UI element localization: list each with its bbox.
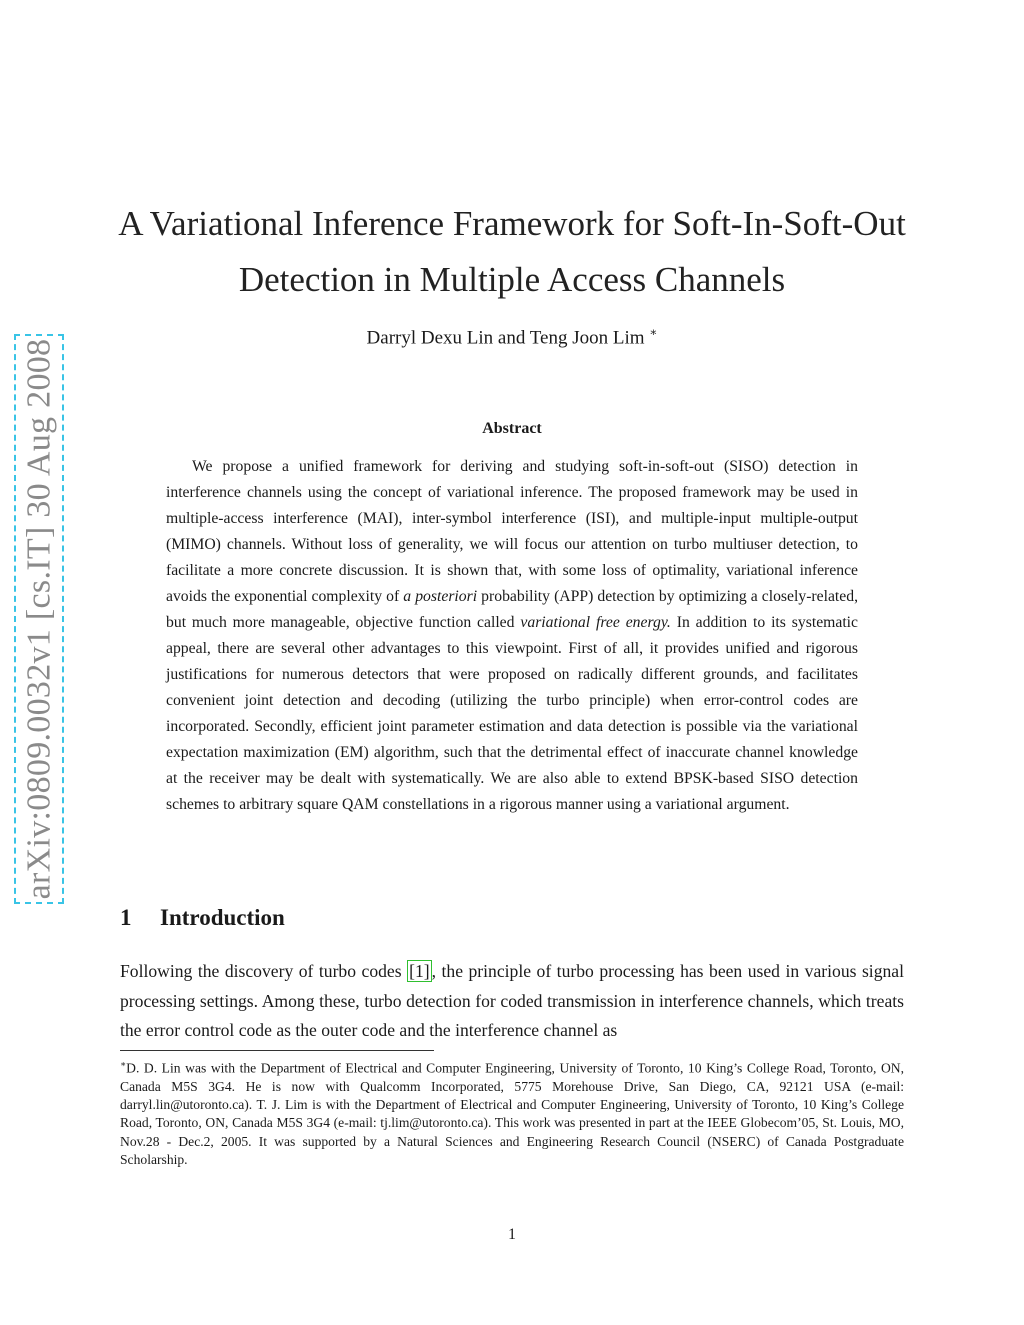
arxiv-identifier-stamp[interactable]	[14, 334, 64, 904]
footnote	[120, 1055, 904, 1169]
paper-title	[100, 196, 924, 308]
section-number: 1	[120, 905, 132, 930]
introduction-text-2: , the principle of turbo processing has been used in various signal processing settings. Among these, turbo detection for coded transmission in interference channels, which treats the error control code as the outer code and the interference channel as	[120, 961, 904, 1040]
author-names: Darryl Dexu Lin and Teng Joon Lim	[366, 327, 645, 349]
footnote-divider	[120, 1050, 434, 1051]
page-number: 1	[508, 1226, 516, 1243]
abstract-text-2: probability (APP) detection by optimizing a closely-related, but much more manageable, objective function called	[166, 588, 859, 631]
footnote-mark: ∗	[120, 1059, 127, 1069]
author-footnote-mark[interactable]: ∗	[649, 325, 658, 339]
paper-title-line-2: Detection in Multiple Access Channels	[238, 260, 786, 299]
abstract-text-1: We propose a unified framework for deriving and studying soft-in-soft-out (SISO) detection in interference channels using the concept of variational inference. The proposed framework may be used in multiple-access interference (MAI), inter-symbol interference (ISI), and multiple-input multiple-output (MIMO) channels. Without loss of generality, we will focus our attention on turbo multiuser detection, to facilitate a more concrete discussion. It is shown that, with some loss of optimality, variational inference avoids the exponential complexity of	[166, 458, 858, 605]
section-heading-introduction	[120, 905, 900, 931]
introduction-text-1: Following the discovery of turbo codes	[120, 961, 402, 981]
section-title: Introduction	[160, 905, 285, 930]
author-line	[100, 325, 924, 349]
paper-title-line-1: A Variational Inference Framework for Soft-In-Soft-Out	[118, 204, 906, 243]
abstract-text-3: In addition to its systematic appeal, there are several other advantages to this viewpoint. First of all, it provides unified and rigorous justifications for numerous detectors that were proposed on radically different grounds, and facilitates convenient joint detection and decoding (utilizing the turbo principle) when error-control codes are incorporated. Secondly, efficient joint parameter estimation and data detection is possible via the variational expectation maximization (EM) algorithm, such that the detrimental effect of inaccurate channel knowledge at the receiver may be dealt with systematically. We are also able to extend BPSK-based SISO detection schemes to arbitrary square QAM constellations in a rigorous manner using a variational argument.	[166, 614, 858, 813]
abstract-emphasis-2: variational free energy.	[520, 614, 671, 631]
arxiv-identifier-text: arXiv:0809.0032v1 [cs.IT] 30 Aug 2008	[20, 338, 58, 900]
citation-link[interactable]: [1]	[409, 961, 430, 981]
abstract-body	[166, 454, 858, 818]
introduction-body	[120, 957, 904, 1046]
abstract-heading: Abstract	[482, 420, 542, 437]
abstract-emphasis-1: a posteriori	[403, 588, 478, 605]
footnote-text: D. D. Lin was with the Department of Electrical and Computer Engineering, University of Toronto, 10 King’s College Road, Toronto, ON, Canada M5S 3G4. He is now with Qualcomm Incorporated, 5775 Morehouse Drive, San Diego, CA, 92121 USA (e-mail: darryl.lin@utoronto.ca). T. J. Lim is with the Department of Electrical and Computer Engineering, University of Toronto, 10 King’s College Road, Toronto, ON, Canada M5S 3G4 (e-mail: tj.lim@utoronto.ca). This work was presented in part at the IEEE Globecom’05, St. Louis, MO, Nov.28 - Dec.2, 2005. It was supported by a Natural Sciences and Engineering Research Council (NSERC) of Canada Postgraduate Scholarship.	[120, 1060, 904, 1168]
